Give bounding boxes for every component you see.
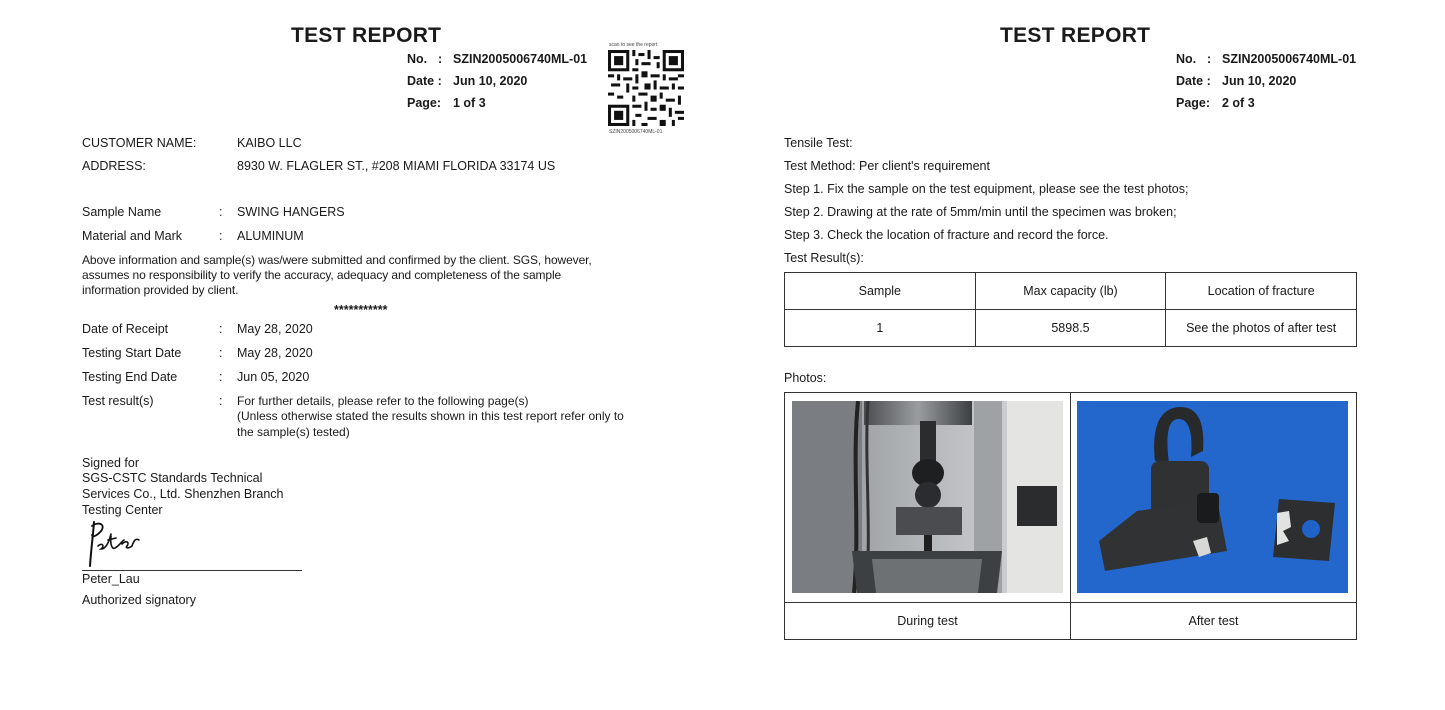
step-1: Step 1. Fix the sample on the test equipment, please see the test photos; [784, 182, 1189, 196]
report-page-2 [722, 0, 1445, 710]
page-title: TEST REPORT [291, 24, 442, 47]
report-no-colon: : [438, 52, 443, 66]
report-no-label: No. [1176, 52, 1197, 66]
qr-code-icon [608, 49, 684, 127]
table-cell: See the photos of after test [1166, 310, 1357, 347]
photos-heading: Photos: [784, 371, 827, 385]
photo-caption: During test [785, 603, 1071, 640]
table-cell: 1 [785, 310, 976, 347]
receipt-label: Date of Receipt [82, 322, 169, 336]
signature-line [82, 570, 302, 571]
during-test-photo [792, 401, 1063, 593]
end-date-value: Jun 05, 2020 [237, 370, 310, 384]
test-result-label: Test result(s) [82, 394, 154, 408]
signed-line: SGS-CSTC Standards Technical [82, 471, 263, 485]
report-page-value: 1 of 3 [453, 96, 486, 110]
disclaimer-line: assumes no responsibility to verify the accuracy, adequacy and completeness of the sample [82, 268, 562, 282]
report-date-value: Jun 10, 2020 [453, 74, 528, 88]
test-result-colon: : [219, 394, 223, 408]
address-label: ADDRESS: [82, 159, 146, 173]
after-test-photo [1077, 401, 1348, 593]
report-page-label: Page: [407, 96, 442, 110]
end-date-label: Testing End Date [82, 370, 178, 384]
sample-name-colon: : [219, 205, 223, 219]
report-page-1 [0, 0, 720, 710]
separator: *********** [334, 303, 388, 317]
report-date-label: Date : [1176, 74, 1211, 88]
signatory-name: Peter_Lau [82, 572, 140, 586]
signed-line: Services Co., Ltd. Shenzhen Branch [82, 487, 284, 501]
report-date-label: Date : [407, 74, 442, 88]
photo-caption: After test [1071, 603, 1357, 640]
receipt-colon: : [219, 322, 223, 336]
page-title: TEST REPORT [1000, 24, 1151, 47]
sample-name-label: Sample Name [82, 205, 162, 219]
table-row [785, 310, 1357, 347]
signed-line: Testing Center [82, 503, 163, 517]
step-2: Step 2. Drawing at the rate of 5mm/min until the specimen was broken; [784, 205, 1177, 219]
start-date-label: Testing Start Date [82, 346, 182, 360]
test-result-line: the sample(s) tested) [237, 425, 350, 439]
table-header-cell: Location of fracture [1166, 273, 1357, 310]
test-result-line: (Unless otherwise stated the results shown in this test report refer only to [237, 409, 624, 423]
table-header-cell: Max capacity (lb) [975, 273, 1166, 310]
results-table [784, 272, 1357, 347]
signatory-title: Authorized signatory [82, 593, 196, 607]
report-no-colon: : [1207, 52, 1212, 66]
table-header-cell: Sample [785, 273, 976, 310]
report-page-label: Page: [1176, 96, 1211, 110]
material-value: ALUMINUM [237, 229, 304, 243]
signed-line: Signed for [82, 456, 139, 470]
start-date-value: May 28, 2020 [237, 346, 313, 360]
qr-id: SZIN2005006740ML-01 [609, 129, 663, 135]
disclaimer-line: information provided by client. [82, 283, 239, 297]
test-result-line: For further details, please refer to the following page(s) [237, 394, 529, 408]
customer-name-label: CUSTOMER NAME: [82, 136, 197, 150]
table-header-row [785, 273, 1357, 310]
address-value: 8930 W. FLAGLER ST., #208 MIAMI FLORIDA 33174 US [237, 159, 556, 173]
material-colon: : [219, 229, 223, 243]
report-no-value: SZIN2005006740ML-01 [1222, 52, 1357, 66]
customer-name-value: KAIBO LLC [237, 136, 302, 150]
test-results-heading: Test Result(s): [784, 251, 864, 265]
step-3: Step 3. Check the location of fracture and record the force. [784, 228, 1109, 242]
table-cell: 5898.5 [975, 310, 1166, 347]
tensile-test-heading: Tensile Test: [784, 136, 853, 150]
test-method: Test Method: Per client's requirement [784, 159, 990, 173]
receipt-value: May 28, 2020 [237, 322, 313, 336]
end-date-colon: : [219, 370, 223, 384]
report-no-label: No. [407, 52, 428, 66]
handwritten-signature [84, 518, 146, 570]
material-label: Material and Mark [82, 229, 183, 243]
report-no-value: SZIN2005006740ML-01 [453, 52, 588, 66]
caption-row [785, 603, 1357, 640]
sample-name-value: SWING HANGERS [237, 205, 345, 219]
start-date-colon: : [219, 346, 223, 360]
report-page-value: 2 of 3 [1222, 96, 1255, 110]
qr-caption: scan to see the report [609, 42, 658, 48]
disclaimer-line: Above information and sample(s) was/were submitted and confirmed by the client. SGS, however, [82, 253, 592, 267]
report-date-value: Jun 10, 2020 [1222, 74, 1297, 88]
